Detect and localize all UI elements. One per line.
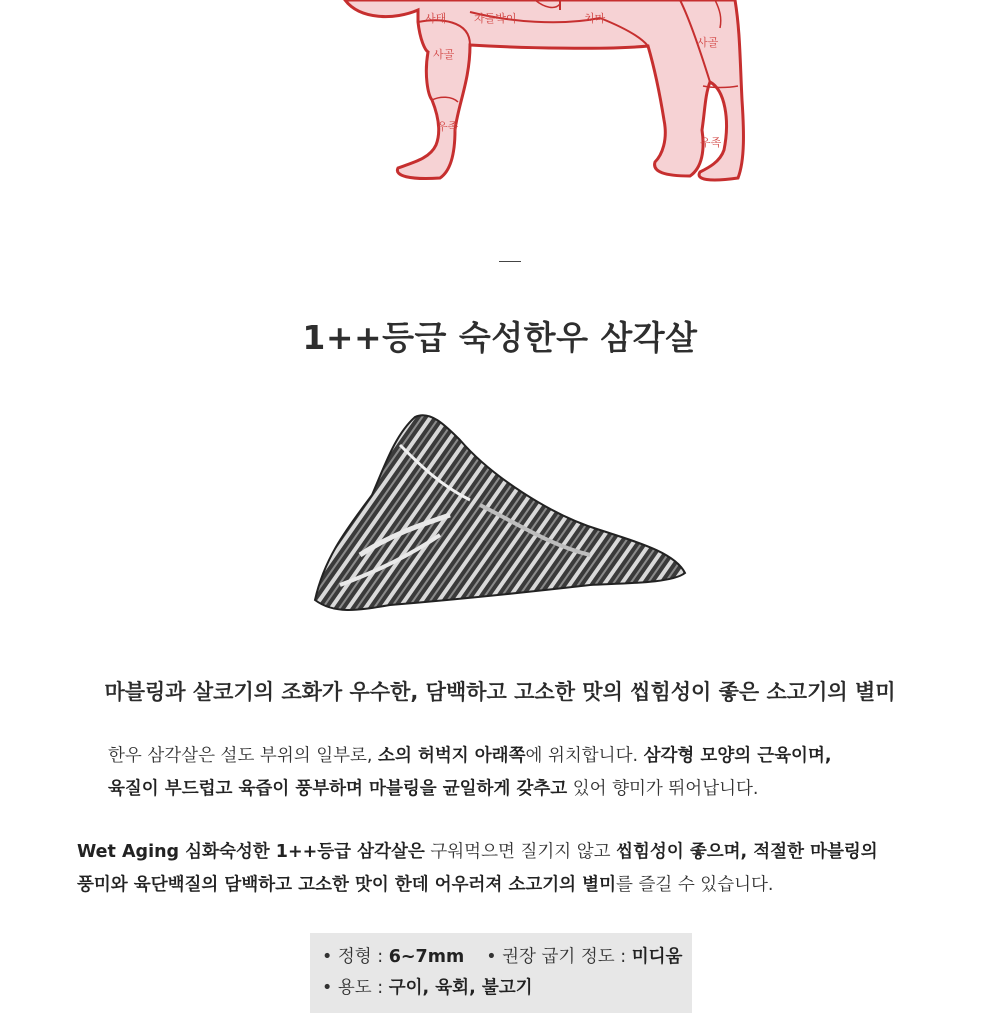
cut-label: 우족 [437,120,459,133]
product-headline: 마블링과 살코기의 조화가 우수한, 담백하고 고소한 맛의 씹힘성이 좋은 소고기의 별미 [104,680,896,704]
spec-line [322,973,692,1004]
paragraph-line [77,836,878,869]
cut-label: 사태 [425,12,447,25]
cut-label: 우족 [700,136,722,149]
text-run: 구워먹으면 질기지 않고 [424,842,617,862]
cut-label: 사골 [433,48,455,61]
product-title: 1++등급 숙성한우 삼각살 [302,318,698,357]
cut-label: 사골 [697,36,719,49]
cow-body-outline [345,0,743,180]
description-paragraph-1 [108,740,832,806]
text-run-bold: 육질이 부드럽고 육즙이 풍부하며 마블링을 균일하게 갖추고 [108,779,568,799]
beef-cut-diagram [0,0,1000,200]
text-run: 있어 향미가 뛰어납니다. [567,779,759,799]
spec-shape-value: 6~7mm [388,947,465,967]
spec-use-label: • 용도 : [322,978,389,998]
description-paragraph-2 [77,836,878,902]
text-run: 에 위치합니다. [525,746,644,766]
text-run-bold: Wet Aging 심화숙성한 1++등급 삼각살은 [77,842,425,862]
spec-use-value: 구이, 육회, 불고기 [388,978,533,998]
spec-shape-label: • 정형 : [322,947,389,967]
meat-shape [315,415,685,610]
text-run-bold: 소의 허벅지 아래쪽 [378,746,526,766]
spec-box [310,933,692,1013]
spec-doneness-label: • 권장 굽기 정도 : [486,947,632,967]
paragraph-line [108,740,832,773]
cut-label: 차돌박이 [474,12,517,25]
text-run-bold: 삼각형 모양의 근육이며, [643,746,832,766]
beef-cut-illustration [300,405,700,625]
spec-line [322,942,692,973]
paragraph-line [77,869,878,902]
text-run-bold: 씹힘성이 좋으며, 적절한 마블링의 [616,842,878,862]
cut-label: 치마 [584,12,606,25]
spec-doneness-value: 미디움 [631,947,683,967]
text-run: 한우 삼각살은 설도 부위의 일부로, [108,746,379,766]
paragraph-line [108,773,832,806]
section-divider [499,261,521,262]
text-run-bold: 풍미와 육단백질의 담백하고 고소한 맛이 한데 어우러져 소고기의 별미 [77,875,616,895]
text-run: 를 즐길 수 있습니다. [615,875,774,895]
